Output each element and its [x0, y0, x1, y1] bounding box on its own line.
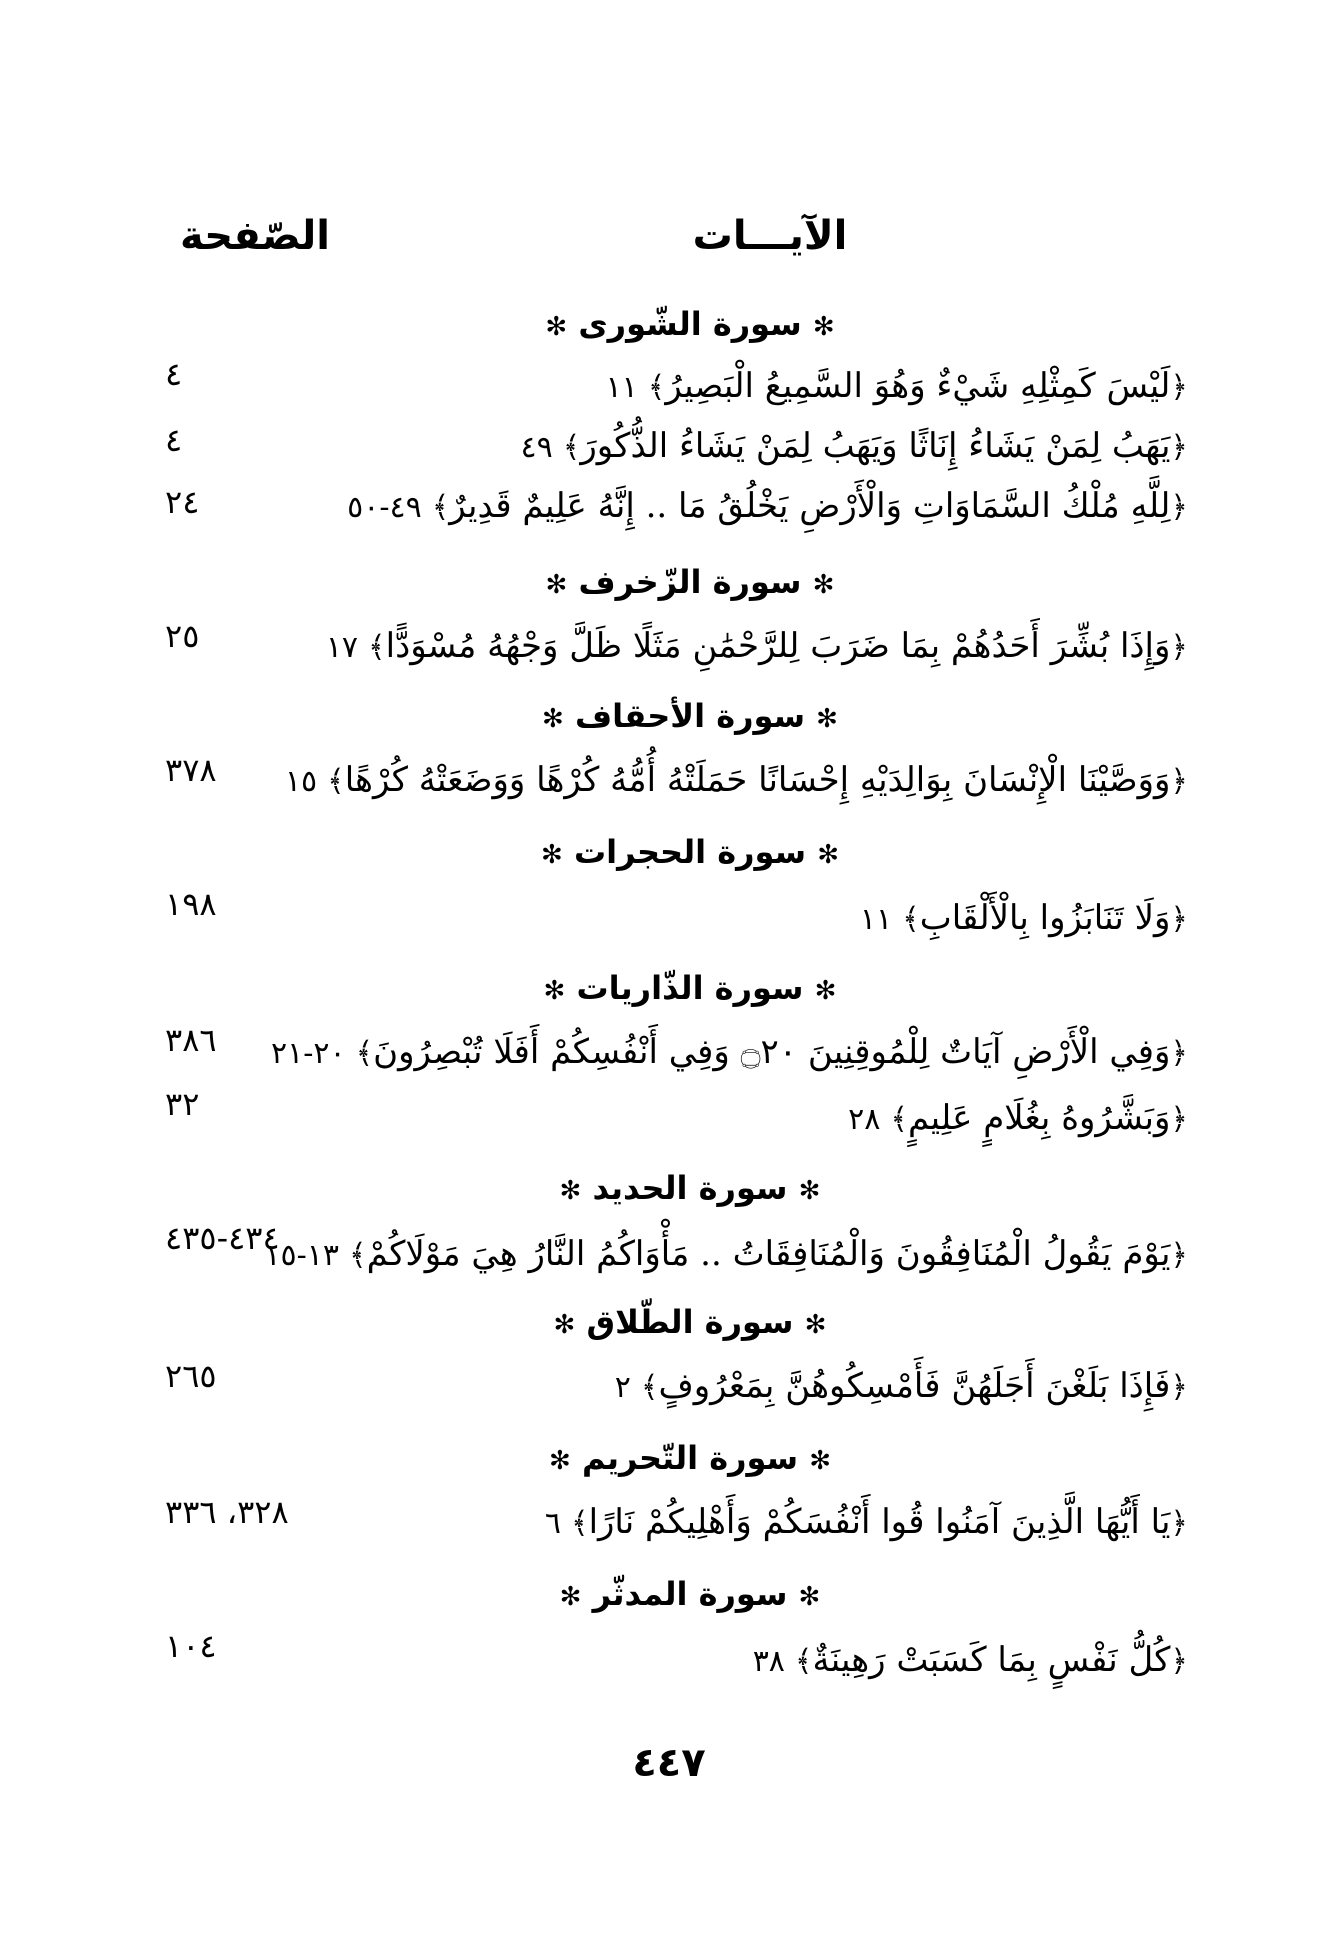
page-ref: ٤	[165, 355, 183, 393]
verse-text: فَإِذَا بَلَغْنَ أَجَلَهُنَّ فَأَمْسِكُوهُنَّ بِمَعْرُوفٍ	[658, 1366, 1171, 1406]
verse-ref: ٢	[614, 1370, 631, 1405]
page-column-header: الصّفحة	[179, 213, 331, 259]
surah-heading: ✻ سورة الأحقاف ✻	[542, 697, 838, 735]
page-number: ٤٤٧	[632, 1740, 706, 1786]
surah-heading: ✻ سورة الطّلاق ✻	[553, 1303, 827, 1341]
verse-ref: ١٣-١٥	[264, 1238, 340, 1273]
page-ref: ٢٤	[165, 483, 200, 521]
verse-text: وَلَا تَنَابَزُوا بِالْأَلْقَابِ	[919, 898, 1171, 938]
page-ref: ١٠٤	[165, 1627, 217, 1665]
page-ref: ٤٣٤-٤٣٥	[165, 1219, 280, 1257]
verse-line: ﴿لَيْسَ كَمِثْلِهِ شَيْءٌ وَهُوَ السَّمِيعُ الْبَصِيرُ﴾١١	[605, 366, 1188, 406]
verse-line: ﴿وَوَصَّيْنَا الْإِنْسَانَ بِوَالِدَيْهِ إِحْسَانًا حَمَلَتْهُ أُمُّهُ كُرْهًا وَوَضَعَتْهُ كُرْهًا﴾١٥	[284, 760, 1188, 800]
verse-line: ﴿وَبَشَّرُوهُ بِغُلَامٍ عَلِيمٍ﴾٢٨	[848, 1098, 1188, 1138]
page-ref: ٤	[165, 421, 183, 459]
page-ref: ٣٨٦	[165, 1021, 217, 1059]
page-ref: ٢٥	[165, 617, 200, 655]
verse-ref: ١٧	[325, 630, 359, 665]
verse-ref: ١١	[605, 370, 638, 405]
verse-line: ﴿فَإِذَا بَلَغْنَ أَجَلَهُنَّ فَأَمْسِكُوهُنَّ بِمَعْرُوفٍ﴾٢	[614, 1366, 1188, 1406]
verse-ref: ١١	[859, 902, 893, 937]
verse-line: ﴿يَا أَيُّهَا الَّذِينَ آمَنُوا قُوا أَنْفُسَكُمْ وَأَهْلِيكُمْ نَارًا﴾٦	[544, 1502, 1188, 1542]
verse-line: ﴿وَفِي الْأَرْضِ آيَاتٌ لِلْمُوقِنِينَ ۝٢٠ وَفِي أَنْفُسِكُمْ أَفَلَا تُبْصِرُونَ﴾٢٠-٢١	[270, 1032, 1188, 1072]
verse-ref: ٢٠-٢١	[270, 1036, 346, 1071]
verse-text: وَفِي الْأَرْضِ آيَاتٌ لِلْمُوقِنِينَ ۝٢٠ وَفِي أَنْفُسِكُمْ أَفَلَا تُبْصِرُونَ	[373, 1032, 1171, 1072]
verse-line: ﴿وَإِذَا بُشِّرَ أَحَدُهُمْ بِمَا ضَرَبَ لِلرَّحْمَٰنِ مَثَلًا ظَلَّ وَجْهُهُ مُسْوَدًّا﴾١٧	[325, 626, 1188, 666]
surah-title: سورة الطّلاق	[586, 1303, 794, 1341]
verse-line: ﴿يَوْمَ يَقُولُ الْمُنَافِقُونَ وَالْمُنَافِقَاتُ .. مَأْوَاكُمُ النَّارُ هِيَ مَوْلَاكُمْ﴾١٣-١٥	[264, 1234, 1188, 1274]
verse-line: ﴿يَهَبُ لِمَنْ يَشَاءُ إِنَاثًا وَيَهَبُ لِمَنْ يَشَاءُ الذُّكُورَ﴾٤٩	[520, 426, 1188, 466]
page-ref: ٣٢٨، ٣٣٦	[165, 1493, 289, 1531]
verse-ref: ٤٩	[520, 430, 553, 465]
verse-text: يَهَبُ لِمَنْ يَشَاءُ إِنَاثًا وَيَهَبُ لِمَنْ يَشَاءُ الذُّكُورَ	[580, 426, 1171, 466]
verse-line: ﴿لِلَّهِ مُلْكُ السَّمَاوَاتِ وَالْأَرْضِ يَخْلُقُ مَا .. إِنَّهُ عَلِيمٌ قَدِيرٌ﴾٤٩-٥٠	[347, 486, 1188, 526]
page-ref: ٣٧٨	[165, 751, 217, 789]
verse-text: وَإِذَا بُشِّرَ أَحَدُهُمْ بِمَا ضَرَبَ لِلرَّحْمَٰنِ مَثَلًا ظَلَّ وَجْهُهُ مُسْوَدًّا	[385, 626, 1171, 666]
verse-ref: ٢٨	[848, 1102, 881, 1137]
verse-ref: ١٥	[284, 764, 318, 799]
surah-heading: ✻ سورة الذّاريات ✻	[543, 969, 837, 1007]
verse-text: يَوْمَ يَقُولُ الْمُنَافِقُونَ وَالْمُنَافِقَاتُ .. مَأْوَاكُمُ النَّارُ هِيَ مَوْلَاكُمْ	[366, 1234, 1171, 1274]
surah-title: سورة التّحريم	[581, 1439, 799, 1477]
verses-column-header: الآيـــات	[692, 213, 848, 259]
surah-title: سورة الأحقاف	[574, 697, 806, 735]
surah-heading: ✻ سورة التّحريم ✻	[549, 1439, 831, 1477]
page-ref: ٢٦٥	[165, 1357, 217, 1395]
surah-title: سورة الحديد	[592, 1169, 788, 1207]
surah-title: سورة المدثّر	[592, 1575, 788, 1613]
verse-line: ﴿وَلَا تَنَابَزُوا بِالْأَلْقَابِ﴾١١	[859, 898, 1188, 938]
verse-text: وَوَصَّيْنَا الْإِنْسَانَ بِوَالِدَيْهِ إِحْسَانًا حَمَلَتْهُ أُمُّهُ كُرْهًا وَوَضَعَتْهُ كُرْهًا	[344, 760, 1171, 800]
surah-title: سورة الحجرات	[573, 833, 807, 871]
verse-text: لَيْسَ كَمِثْلِهِ شَيْءٌ وَهُوَ السَّمِيعُ الْبَصِيرُ	[665, 366, 1171, 406]
page-ref: ٣٢	[165, 1085, 200, 1123]
verse-text: لِلَّهِ مُلْكُ السَّمَاوَاتِ وَالْأَرْضِ يَخْلُقُ مَا .. إِنَّهُ عَلِيمٌ قَدِيرٌ	[449, 486, 1171, 526]
verse-ref: ٦	[544, 1506, 561, 1541]
surah-title: سورة الذّاريات	[576, 969, 804, 1007]
surah-heading: ✻ سورة الشّورى ✻	[545, 305, 835, 343]
verse-text: يَا أَيُّهَا الَّذِينَ آمَنُوا قُوا أَنْفُسَكُمْ وَأَهْلِيكُمْ نَارًا	[588, 1502, 1171, 1542]
verse-ref: ٣٨	[752, 1644, 785, 1679]
surah-title: سورة الشّورى	[578, 305, 802, 343]
surah-title: سورة الزّخرف	[578, 563, 802, 601]
surah-heading: ✻ سورة الحجرات ✻	[541, 833, 839, 871]
verse-ref: ٤٩-٥٠	[347, 490, 422, 525]
verse-text: كُلُّ نَفْسٍ بِمَا كَسَبَتْ رَهِينَةٌ	[812, 1640, 1171, 1680]
verse-line: ﴿كُلُّ نَفْسٍ بِمَا كَسَبَتْ رَهِينَةٌ﴾٣٨	[752, 1640, 1188, 1680]
page-ref: ١٩٨	[165, 885, 217, 923]
verse-text: وَبَشَّرُوهُ بِغُلَامٍ عَلِيمٍ	[907, 1098, 1171, 1138]
surah-heading: ✻ سورة الزّخرف ✻	[545, 563, 835, 601]
surah-heading: ✻ سورة المدثّر ✻	[559, 1575, 821, 1613]
surah-heading: ✻ سورة الحديد ✻	[559, 1169, 821, 1207]
